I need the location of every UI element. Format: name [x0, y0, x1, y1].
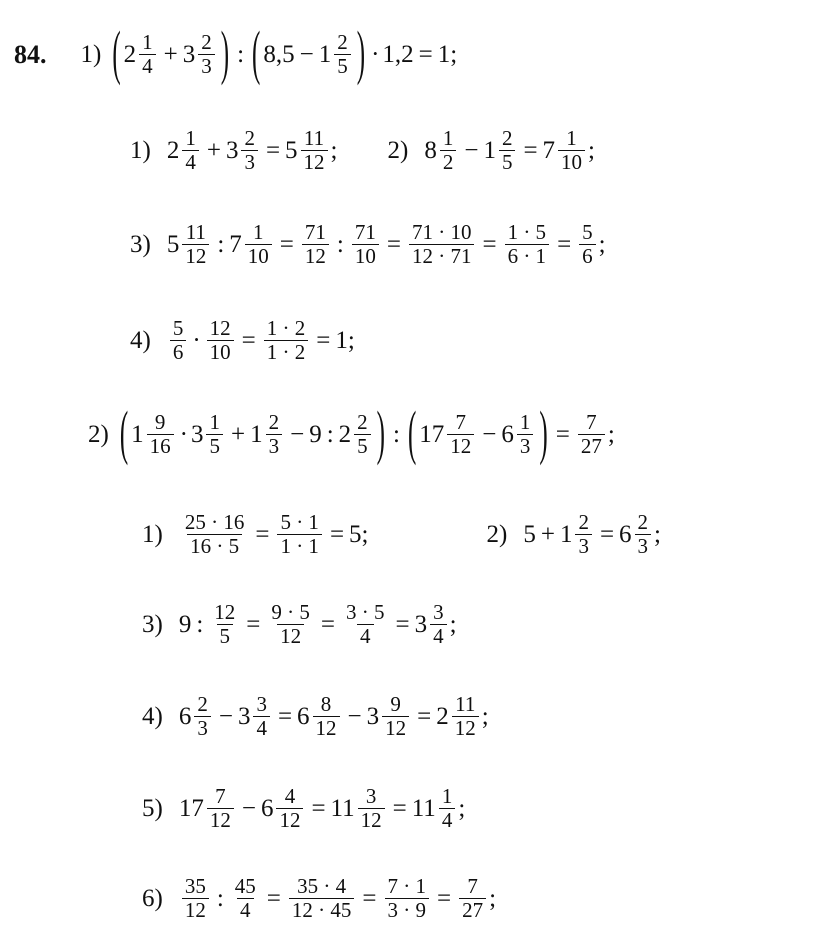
mixed-number: 6 $\frac{4}{12}$ [261, 786, 307, 831]
operator-colon: : [326, 421, 334, 448]
step-row-4 [130, 318, 355, 363]
step-label: 4) [142, 703, 163, 730]
fraction: $\frac{1}{2}$ [440, 128, 457, 173]
fraction: $\frac{3 \cdot 5}{4}$ [346, 600, 385, 648]
fraction: $\frac{9 \cdot 5}{12}$ [271, 600, 310, 648]
operator-plus: + [206, 137, 221, 164]
semicolon: ; [654, 521, 661, 548]
step-row-2-4 [142, 694, 489, 739]
fraction: $\frac{1}{10}$ [245, 222, 272, 267]
semicolon: ; [458, 795, 466, 822]
operator-equals: = [255, 521, 270, 548]
mixed-number: 6 $\frac{2}{3}$ [179, 694, 214, 739]
operator-equals: = [241, 327, 256, 354]
operator-equals: = [266, 885, 281, 912]
fraction: $\frac{7}{27}$ [459, 876, 486, 921]
fraction: $\frac{7}{12}$ [447, 412, 474, 457]
fraction: $\frac{3}{4}$ [253, 694, 270, 739]
mixed-number: 2 $\frac{1}{4}$ [167, 128, 202, 173]
semicolon: ; [607, 421, 615, 448]
step-row-2-3 [142, 602, 457, 647]
close-paren-icon: ) [539, 402, 548, 467]
mixed-number: 11 $\frac{3}{12}$ [331, 786, 388, 831]
number-5: 5 [523, 521, 536, 548]
mixed-number: 3 $\frac{3}{4}$ [415, 602, 450, 647]
decimal-8-5: 8,5 [263, 41, 295, 68]
fraction: $\frac{1}{4}$ [139, 32, 156, 77]
operator-equals: = [417, 703, 432, 730]
mixed-number: 17 $\frac{7}{12}$ [179, 786, 237, 831]
operator-minus: − [299, 41, 314, 68]
operator-minus: − [464, 137, 479, 164]
fraction: $\frac{1 \cdot 2}{1 \cdot 2}$ [264, 318, 309, 363]
part-2-row [88, 402, 615, 467]
semicolon: ; [449, 611, 457, 638]
fraction: $\frac{2}{3}$ [194, 694, 211, 739]
fraction: $\frac{1}{4}$ [439, 786, 456, 831]
fraction: $\frac{2}{3}$ [635, 512, 652, 557]
fraction: $\frac{2}{3}$ [266, 412, 283, 457]
operator-equals: = [320, 611, 335, 638]
step-label: 4) [130, 327, 151, 354]
operator-equals: = [311, 795, 326, 822]
fraction: $\frac{1}{10}$ [558, 128, 585, 173]
mixed-number: 6 $\frac{8}{12}$ [297, 694, 343, 739]
operator-dot: · [179, 421, 188, 448]
fraction: $\frac{1}{3}$ [517, 412, 534, 457]
number-9: 9 [309, 421, 322, 448]
operator-equals: = [265, 137, 281, 164]
operator-minus: − [482, 421, 497, 448]
semicolon: ; [361, 521, 369, 548]
fraction: $\frac{35}{12}$ [182, 876, 209, 921]
exercise-number-row [14, 22, 458, 87]
mixed-number: 3 $\frac{1}{5}$ [191, 412, 226, 457]
mixed-number: 3 $\frac{2}{3}$ [226, 128, 261, 173]
mixed-number: 1 $\frac{2}{5}$ [319, 32, 354, 77]
close-paren-icon: ) [356, 22, 366, 87]
fraction: $\frac{5 \cdot 1}{1 \cdot 1}$ [277, 512, 322, 557]
semicolon: ; [598, 231, 606, 258]
fraction: $\frac{71 \cdot 10}{12 \cdot 71}$ [409, 222, 475, 267]
semicolon: ; [330, 137, 338, 164]
mixed-number: 5 $\frac{11}{12}$ [285, 128, 331, 173]
fraction: $\frac{9}{12}$ [382, 694, 409, 739]
fraction: $\frac{11}{12}$ [301, 128, 328, 173]
fraction: $\frac{45}{4}$ [234, 874, 256, 922]
operator-equals: = [386, 231, 401, 258]
step-label: 2) [387, 137, 409, 164]
operator-colon: : [216, 885, 224, 912]
operator-minus: − [241, 795, 256, 822]
step-row-2-5 [142, 786, 465, 831]
result-1: 1 [335, 327, 348, 354]
operator-colon: : [392, 421, 400, 448]
fraction: $\frac{7}{27}$ [578, 412, 605, 457]
fraction: $\frac{3}{4}$ [430, 602, 447, 647]
semicolon: ; [481, 703, 489, 730]
fraction: $\frac{9}{16}$ [147, 412, 174, 457]
operator-equals: = [523, 137, 538, 164]
operator-plus: + [163, 41, 178, 68]
semicolon: ; [450, 41, 458, 68]
operator-equals: = [316, 327, 331, 354]
mixed-number: 6 $\frac{2}{3}$ [619, 512, 654, 557]
mixed-number: 1 $\frac{2}{3}$ [250, 412, 285, 457]
mixed-number: 1 $\frac{2}{5}$ [483, 128, 518, 173]
step-label: 6) [142, 885, 163, 912]
fraction: $\frac{1}{5}$ [206, 412, 223, 457]
operator-equals: = [482, 231, 497, 258]
mixed-number: 3 $\frac{2}{3}$ [183, 32, 218, 77]
operator-colon: : [196, 611, 204, 638]
semicolon: ; [588, 137, 595, 164]
fraction: $\frac{7}{12}$ [207, 786, 234, 831]
mixed-number: 2 $\frac{1}{4}$ [124, 32, 159, 77]
part-1-label: 1) [80, 41, 102, 68]
step-label: 5) [142, 795, 163, 822]
step-label: 3) [142, 611, 163, 638]
fraction: $\frac{1}{4}$ [182, 128, 199, 173]
semicolon: ; [489, 885, 497, 912]
result-1: 1 [437, 41, 451, 68]
mixed-number: 5 $\frac{11}{12}$ [167, 222, 213, 267]
fraction: $\frac{3}{12}$ [358, 786, 385, 831]
step-label: 1) [130, 137, 151, 164]
operator-equals: = [362, 885, 377, 912]
step-row-3 [130, 222, 606, 267]
fraction: $\frac{2}{5}$ [334, 32, 351, 77]
open-paren-icon: ( [112, 22, 121, 87]
operator-colon: : [336, 231, 344, 258]
mixed-number: 2 $\frac{2}{5}$ [339, 412, 374, 457]
operator-minus: − [290, 421, 305, 448]
fraction: $\frac{2}{3}$ [575, 512, 592, 557]
operator-equals: = [599, 521, 615, 548]
open-paren-icon: ( [252, 22, 261, 87]
operator-plus: + [540, 521, 555, 548]
semicolon: ; [347, 327, 355, 354]
open-paren-icon: ( [119, 402, 129, 467]
operator-equals: = [418, 41, 433, 68]
fraction: $\frac{25 \cdot 16}{16 \cdot 5}$ [184, 510, 245, 558]
mixed-number: 3 $\frac{9}{12}$ [367, 694, 413, 739]
operator-equals: = [246, 611, 261, 638]
fraction: $\frac{5}{6}$ [579, 222, 596, 267]
mixed-number: 7 $\frac{1}{10}$ [543, 128, 589, 173]
number-9: 9 [178, 611, 192, 638]
step-row-2-6 [142, 876, 496, 921]
fraction: $\frac{4}{12}$ [276, 786, 303, 831]
fraction: $\frac{35 \cdot 4}{12 \cdot 45}$ [289, 876, 355, 921]
fraction: $\frac{8}{12}$ [313, 694, 340, 739]
result-5: 5 [349, 521, 362, 548]
operator-equals: = [277, 703, 293, 730]
operator-colon: : [237, 41, 245, 68]
step-label: 3) [130, 231, 151, 258]
fraction: $\frac{5}{6}$ [170, 318, 187, 363]
step-row-2-1 [142, 512, 661, 557]
fraction: $\frac{2}{5}$ [499, 128, 516, 173]
operator-equals: = [437, 885, 452, 912]
fraction: $\frac{12}{10}$ [207, 318, 234, 363]
operator-equals: = [279, 231, 294, 258]
fraction: $\frac{71}{12}$ [302, 222, 329, 267]
close-paren-icon: ) [220, 22, 230, 87]
fraction: $\frac{2}{5}$ [354, 412, 371, 457]
fraction: $\frac{71}{10}$ [352, 222, 379, 267]
operator-equals: = [392, 795, 407, 822]
mixed-number: 11 $\frac{1}{4}$ [412, 786, 459, 831]
fraction: $\frac{1 \cdot 5}{6 \cdot 1}$ [505, 222, 550, 267]
mixed-number: 7 $\frac{1}{10}$ [229, 222, 275, 267]
decimal-1-2: 1,2 [382, 41, 414, 68]
step-label: 1) [142, 521, 163, 548]
step-label: 2) [486, 521, 508, 548]
fraction: $\frac{11}{12}$ [452, 694, 479, 739]
fraction: $\frac{2}{3}$ [241, 128, 258, 173]
operator-equals: = [395, 611, 410, 638]
fraction: $\frac{12}{5}$ [214, 600, 236, 648]
operator-dot: · [371, 41, 380, 68]
operator-equals: = [329, 521, 345, 548]
operator-equals: = [555, 421, 570, 448]
fraction: $\frac{7 \cdot 1}{3 \cdot 9}$ [385, 876, 430, 921]
mixed-number: 17 $\frac{7}{12}$ [419, 412, 477, 457]
operator-dot: · [192, 327, 201, 354]
open-paren-icon: ( [407, 402, 417, 467]
operator-minus: − [347, 703, 362, 730]
mixed-number: 1 $\frac{2}{3}$ [560, 512, 595, 557]
fraction: $\frac{11}{12}$ [182, 222, 209, 267]
step-row-1 [130, 128, 595, 173]
fraction: $\frac{2}{3}$ [198, 32, 215, 77]
exercise-number: 84. [14, 39, 47, 69]
operator-colon: : [217, 231, 225, 258]
mixed-number: 6 $\frac{1}{3}$ [501, 412, 536, 457]
operator-equals: = [557, 231, 572, 258]
part-2-label: 2) [88, 421, 109, 448]
operator-plus: + [230, 421, 246, 448]
mixed-number: 1 $\frac{9}{16}$ [131, 412, 177, 457]
close-paren-icon: ) [376, 402, 385, 467]
mixed-number: 8 $\frac{1}{2}$ [424, 128, 459, 173]
mixed-number: 2 $\frac{11}{12}$ [436, 694, 482, 739]
mixed-number: 3 $\frac{3}{4}$ [238, 694, 273, 739]
operator-minus: − [218, 703, 233, 730]
